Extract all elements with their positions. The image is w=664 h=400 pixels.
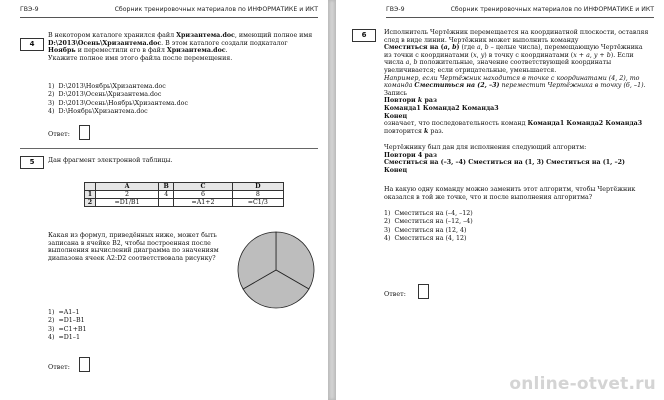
q5-line: выполнения вычислений диаграмма по значениям (48, 247, 219, 255)
pie-chart (234, 228, 318, 312)
q6-algo-line: Повтори 4 раз (384, 151, 437, 159)
cell-A2: =D1/B1 (96, 199, 159, 207)
page-header (20, 6, 318, 16)
question-4-text (48, 32, 322, 62)
question-4-options (48, 83, 318, 116)
q6-code-line: Конец (384, 112, 408, 120)
q6-algo-line: Сместиться на (–3, –4) Сместиться на (1, 3) Сместиться на (1, –2) (384, 159, 626, 167)
q4-line: D:\2013\Осень\Хризантема.doc. В этом каталоге создали подкаталог (48, 39, 288, 47)
q6-line: числа a, b положительные, значение соответствующей координаты (384, 59, 612, 67)
q5-line: диапазона ячеек A2:D2 соответствовала рисунку? (48, 254, 216, 262)
question-6-algorithm (384, 144, 660, 174)
q4-answer-box[interactable] (79, 125, 90, 140)
q5-line: Какая из формул, приведённых ниже, может быть (48, 232, 217, 239)
q6-question-line: оказался в той же точке, что и после выполнения алгоритма? (384, 193, 593, 201)
q6-line: след в виде линии. Чертёжник может выполнить команду (384, 36, 579, 44)
header-code: ГВЭ-9 (386, 6, 405, 13)
cell-B2 (159, 199, 174, 207)
q4-line: Укажите полное имя этого файла после перемещения. (48, 54, 233, 62)
header-divider (20, 17, 318, 18)
cell-A1: 2 (96, 191, 159, 199)
q6-line: Исполнитель Чертёжник перемещается на координатной плоскости, оставляя (384, 29, 649, 36)
header-divider (386, 17, 654, 18)
q6-answer-box[interactable] (418, 284, 429, 299)
q6-option-1[interactable]: 1) Сместиться на (–4, –12) (384, 210, 473, 217)
q5-option-2[interactable]: 2) =D1–B1 (48, 317, 85, 325)
watermark: online-otvet.ru (509, 374, 656, 394)
spreadsheet-row (85, 191, 284, 199)
q6-line: из точки с координатами (x, y) в точку с координатами (x + a, y + b). Если (384, 51, 634, 59)
question-5-intro: Дан фрагмент электронной таблицы. (48, 157, 173, 164)
cell-C2: =A1+2 (174, 199, 232, 207)
q5-answer-label: Ответ: (48, 363, 70, 371)
q6-option-2[interactable]: 2) Сместиться на (–12, –4) (384, 218, 473, 226)
spreadsheet-header-row (85, 183, 284, 191)
question-number-4: 4 (20, 38, 44, 51)
q6-code-line: Повтори k раз (384, 97, 437, 105)
corner-cell (85, 183, 96, 191)
q6-line: Запись (384, 89, 408, 97)
question-5-text (48, 232, 234, 262)
q4-line: В некотором каталоге хранился файл Хризантема.doc, имеющий полное имя (48, 32, 313, 39)
cell-C1: 6 (174, 191, 232, 199)
q4-option-2[interactable]: 2) D:\2013\Осень\Хризантема.doc (48, 91, 162, 99)
row-header: 1 (85, 191, 96, 199)
cell-B1: 4 (159, 191, 174, 199)
right-page (336, 0, 664, 400)
header-title: Сборник тренировочных материалов по ИНФОРМАТИКЕ и ИКТ (450, 6, 654, 13)
question-number-6: 6 (352, 29, 376, 42)
question-6-text (384, 29, 660, 135)
question-5-options (48, 309, 168, 342)
spreadsheet-table (84, 182, 284, 207)
q6-example-line: команда Сместиться на (2, –3) переместит Чертёжника в точку (6, –1). (384, 82, 646, 90)
q5-answer-box[interactable] (79, 357, 90, 372)
q6-option-4[interactable]: 4) Сместиться на (4, 12) (384, 234, 467, 242)
left-page (0, 0, 328, 400)
q6-example-line: Например, если Чертёжник находится в точке с координатами (4, 2), то (384, 74, 640, 82)
column-header: B (159, 183, 174, 191)
q4-answer-label: Ответ: (48, 130, 70, 138)
q6-code-line: Команда1 Команда2 Команда3 (384, 104, 499, 112)
q6-algo-intro: Чертёжнику был дан для исполнения следующий алгоритм: (384, 144, 587, 151)
spreadsheet-row (85, 199, 284, 207)
q6-line: Сместиться на (a, b) (где a, b – целые числа), перемещающую Чертёжника (384, 44, 643, 52)
header-code: ГВЭ-9 (20, 6, 39, 13)
q6-option-3[interactable]: 3) Сместиться на (12, 4) (384, 226, 467, 234)
cell-D1: 8 (232, 191, 283, 199)
column-header: D (232, 183, 283, 191)
q6-question-line: На какую одну команду можно заменить этот алгоритм, чтобы Чертёжник (384, 186, 636, 193)
row-header: 2 (85, 199, 96, 207)
q4-option-4[interactable]: 4) D:\Ноябрь\Хризантема.doc (48, 107, 148, 115)
q6-algo-line: Конец (384, 166, 408, 174)
q4-option-1[interactable]: 1) D:\2013\Ноябрь\Хризантема.doc (48, 83, 166, 90)
question-number-5: 5 (20, 156, 44, 169)
q4-line: Ноябрь и переместили его в файл Хризантема.doc. (48, 47, 228, 55)
cell-D2: =C1/3 (232, 199, 283, 207)
question-6-options (384, 210, 584, 243)
book-gutter (328, 0, 336, 400)
question-6-question (384, 186, 660, 201)
q5-option-3[interactable]: 3) =C1+B1 (48, 325, 87, 333)
question-divider (20, 148, 318, 149)
q5-option-1[interactable]: 1) =A1–1 (48, 309, 80, 316)
q6-line: повторится k раз. (384, 127, 444, 135)
q5-option-4[interactable]: 4) =D1–1 (48, 333, 80, 341)
page-header (386, 6, 654, 16)
q6-answer-label: Ответ: (384, 290, 406, 298)
column-header: C (174, 183, 232, 191)
q5-line: записана в ячейке B2, чтобы построенная после (48, 239, 211, 247)
header-title: Сборник тренировочных материалов по ИНФОРМАТИКЕ и ИКТ (114, 6, 318, 13)
column-header: A (96, 183, 159, 191)
q4-option-3[interactable]: 3) D:\2013\Осень\Ноябрь\Хризантема.doc (48, 99, 189, 107)
q6-line: увеличивается; если отрицательные, уменьшается. (384, 66, 557, 74)
q6-line: означает, что последовательность команд Команда1 Команда2 Команда3 (384, 120, 643, 128)
